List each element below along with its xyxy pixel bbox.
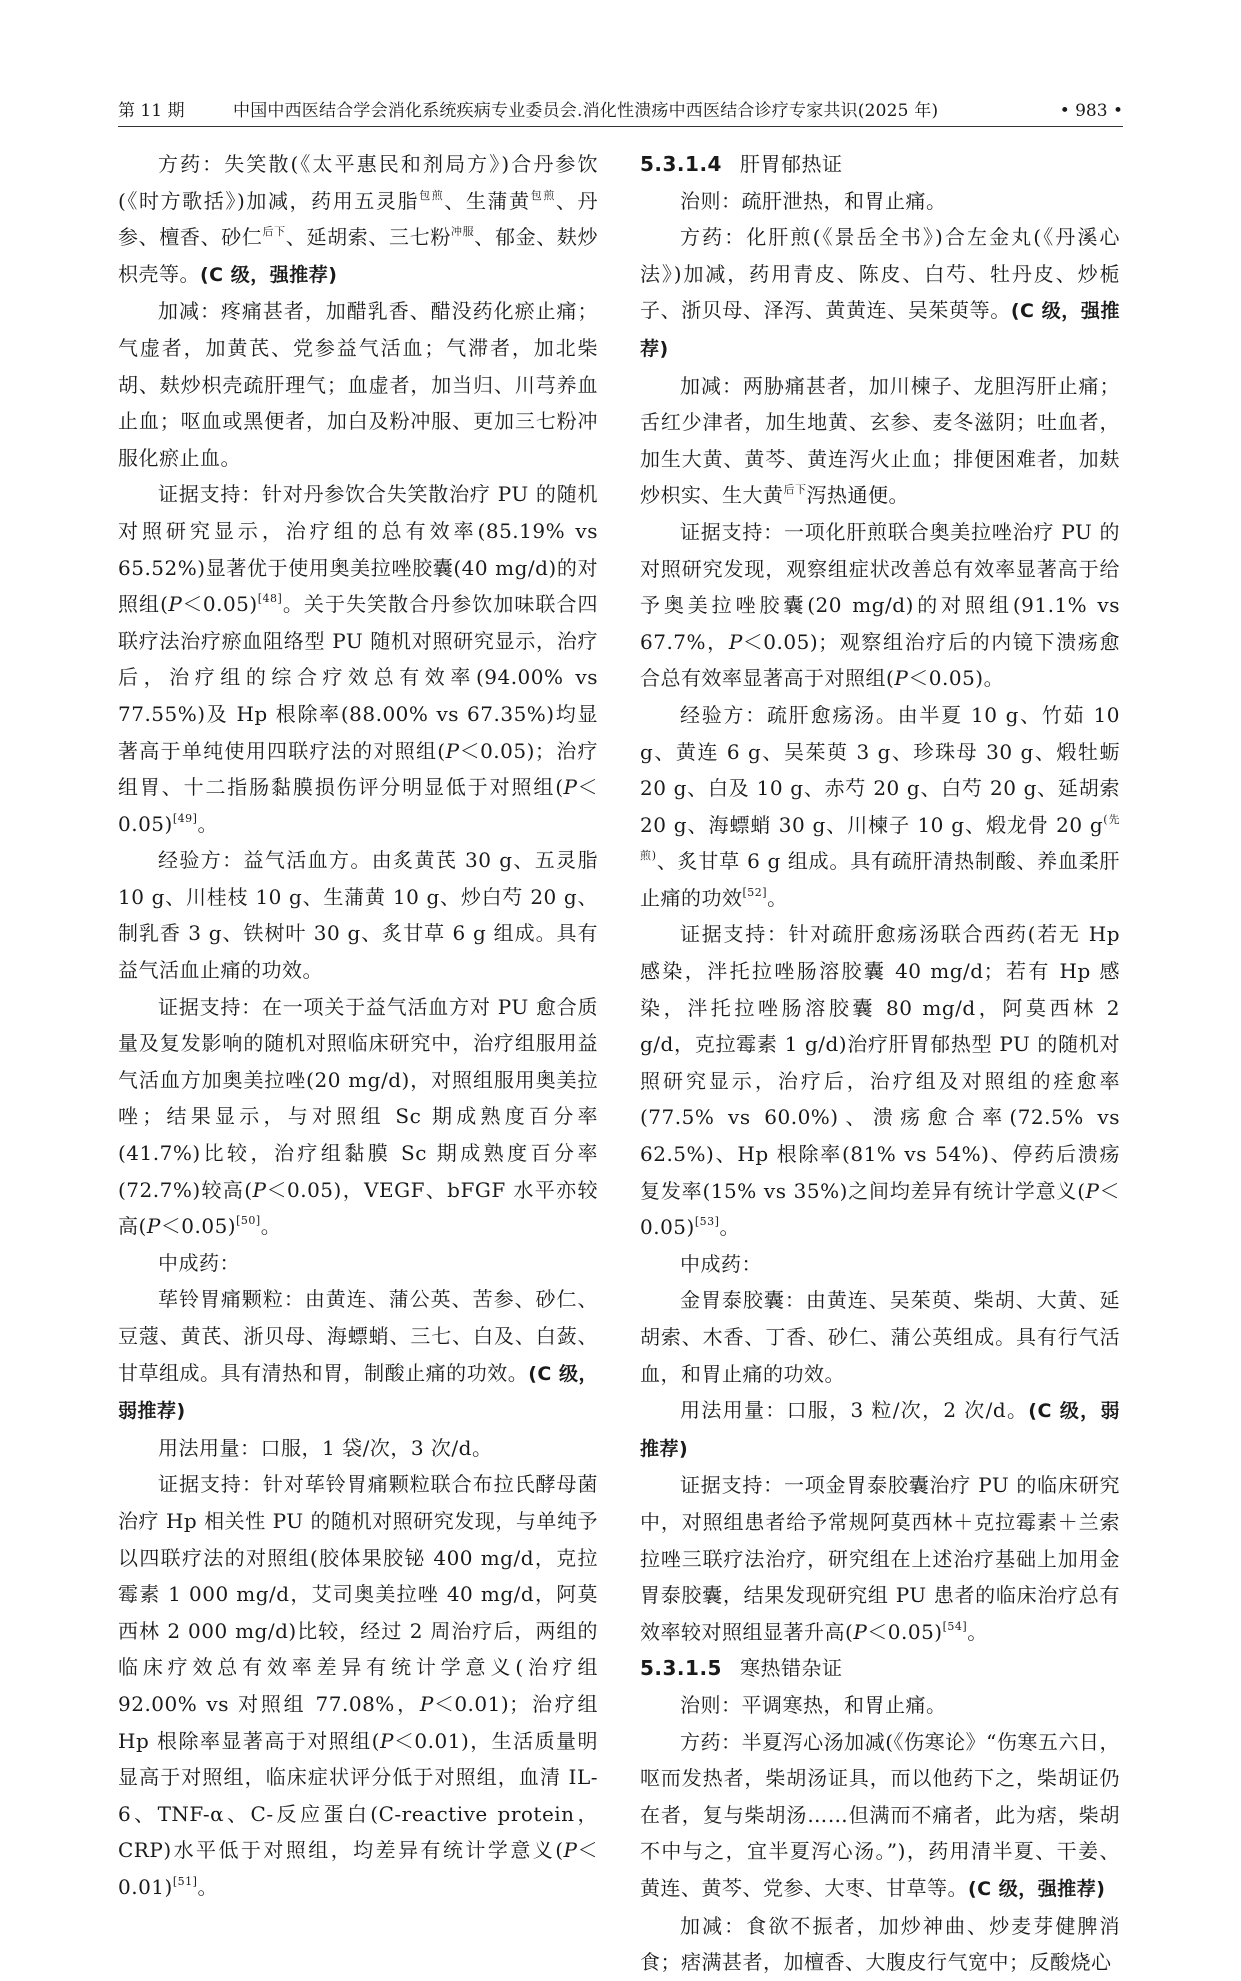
text: 。 [197, 1874, 218, 1899]
citation: [50] [236, 1214, 261, 1228]
recommendation-grade: (C 级，强推荐) [200, 263, 338, 286]
citation: [48] [257, 592, 283, 606]
text: 用法用量：口服，3 粒/次，2 次/d。 [680, 1398, 1029, 1423]
paragraph-evidence [640, 1467, 1120, 1650]
text: 方药：半夏泻心汤加减(《伤寒论》“伤寒五六日，呕而发热者，柴胡汤证具，而以他药下之，柴胡证仍在者，复与柴胡汤……但满而不痛者，此为痞，柴胡不中与之，宜半夏泻心汤。”)，药用清半夏、干姜、黄连、黄芩、党参、大枣、甘草等。 [640, 1729, 1120, 1900]
recommendation-grade: (C 级，弱推荐) [118, 1362, 598, 1423]
section-number: 5.3.1.4 [640, 152, 722, 176]
paragraph-evidence [118, 1466, 598, 1905]
page-number: • 983 • [1059, 101, 1123, 121]
p-symbol: P [728, 629, 743, 654]
text: ＜0.05) [182, 592, 258, 617]
text: 证据支持：一项金胃泰胶囊治疗 PU 的临床研究中，对照组患者给予常规阿莫西林＋克拉霉素＋兰索拉唑三联疗法治疗，研究组在上述治疗基础上加用金胃泰胶囊，结果发现研究组 PU 患者的临床治疗总有效率较对照组显著升高( [640, 1473, 1120, 1644]
recommendation-grade: (C 级，弱推荐) [640, 1400, 1120, 1460]
text: ＜0.05) [160, 1214, 237, 1239]
p-symbol: P [1085, 1178, 1100, 1203]
text: ＜0.01)，生活质量明显高于对照组，临床症状评分低于对照组，血清 IL-6、TNF-α、C-反应蛋白(C-reactive protein，CRP)水平低于对照组，均差异有统计学意义( [118, 1728, 599, 1863]
citation: [53] [694, 1215, 720, 1229]
text: 泻热通便。 [806, 483, 909, 508]
paragraph-modification [640, 368, 1120, 514]
citation: [51] [172, 1874, 198, 1888]
text: 荜铃胃痛颗粒：由黄连、蒲公英、苦参、砂仁、豆蔻、黄芪、浙贝母、海螵蛸、三七、白及、白蔹、甘草组成。具有清热和胃，制酸止痛的功效。 [118, 1287, 598, 1385]
paragraph-dosage: 用法用量：口服，1 袋/次，3 次/d。 [158, 1435, 493, 1460]
section-title: 肝胃郁热证 [739, 152, 843, 176]
paragraph-dosage [640, 1392, 1120, 1467]
paragraph-modification: 加减：疼痛甚者，加醋乳香、醋没药化瘀止痛；气虚者，加黄芪、党参益气活血；气滞者，加北柴胡、麸炒枳壳疏肝理气；血虚者，加当归、川芎养血止血；呕血或黑便者，加白及粉冲服、更加三七粉冲服化瘀止血。 [118, 299, 598, 470]
text: 、郁金、麸炒枳壳等。 [118, 225, 599, 286]
citation: [49] [172, 811, 198, 825]
text: 。 [719, 1215, 740, 1240]
paragraph-prescription-shixiaosan [118, 146, 598, 293]
text: ＜0.05)；治疗组胃、十二指肠黏膜损伤评分明显低于对照组( [118, 738, 598, 800]
text: 经验方：疏肝愈疡汤。由半夏 10 g、竹茹 10 g、黄连 6 g、吴茱萸 3 g、珍珠母 30 g、煅牡蛎 20 g、白及 10 g、赤芍 20 g、白芍 20 g、延胡索 20 g、海螵蛸 30 g、川楝子 10 g、煅龙骨 20 g [640, 702, 1120, 837]
section-number: 5.3.1.5 [640, 1656, 722, 1681]
text: 。 [767, 885, 788, 910]
paragraph-patent-medicine-label: 中成药： [158, 1250, 240, 1275]
paragraph-treatment-principle: 治则：平调寒热，和胃止痛。 [680, 1692, 947, 1717]
text: ＜0.01) [118, 1838, 598, 1899]
text: 、丹参、檀香、砂仁 [118, 188, 599, 250]
text: 。 [967, 1619, 988, 1644]
text: 证据支持：针对疏肝愈疡汤联合西药(若无 Hp 感染，泮托拉唑肠溶胶囊 40 mg/d；若有 Hp 感染，泮托拉唑肠溶胶囊 80 mg/d，阿莫西林 2 g/d，克拉霉素 1 g/d)治疗肝胃郁热型 PU 的随机对照研究显示，治疗后，治疗组及对照组的痊愈率(77.5% vs 60.0%)、溃疡愈合率(72.5% vs 62.5%)、Hp 根除率(81% vs 54%)、停药后溃疡复发率(15% vs 35%)之间均差异有统计学意义( [640, 922, 1120, 1203]
paragraph-evidence [640, 514, 1120, 697]
p-symbol: P [563, 1838, 578, 1863]
p-symbol: P [146, 1214, 161, 1239]
annotation: 冲服 [451, 225, 475, 239]
text: 。 [260, 1214, 282, 1239]
annotation: 包煎 [530, 188, 556, 202]
text: 。关于失笑散合丹参饮加味联合四联疗法治疗瘀血阻络型 PU 随机对照研究显示，治疗后，治疗组的综合疗效总有效率(94.00% vs 77.55%)及 Hp 根除率(88.00% vs 67.35%)均显著高于单纯使用四联疗法的对照组( [118, 592, 599, 763]
paragraph-evidence [118, 476, 598, 842]
text: 加减：两胁痛甚者，加川楝子、龙胆泻肝止痛；舌红少津者，加生地黄、玄参、麦冬滋阴；吐血者，加生大黄、黄芩、黄连泻火止血；排便困难者，加麸炒枳实、生大黄 [640, 373, 1120, 508]
text: ＜0.05)。 [908, 666, 1005, 691]
paragraph-patent-medicine-label: 中成药： [680, 1251, 762, 1276]
text: 方药：化肝煎(《景岳全书》)合左金丸(《丹溪心法》)加减，药用青皮、陈皮、白芍、牡丹皮、炒栀子、浙贝母、泽泻、黄黄连、吴茱萸等。 [640, 225, 1120, 323]
paragraph-evidence [640, 916, 1120, 1245]
text: ＜0.01)；治疗组 Hp 根除率显著高于对照组( [118, 1691, 598, 1753]
text: ＜0.05) [118, 775, 598, 836]
paragraph-empirical-formula: 经验方：益气活血方。由炙黄芪 30 g、五灵脂 10 g、川桂枝 10 g、生蒲黄 10 g、炒白芍 20 g、制乳香 3 g、铁树叶 30 g、炙甘草 6 g 组成。具有益气活血止痛的功效。 [118, 848, 598, 983]
p-symbol: P [379, 1728, 394, 1753]
right-column [640, 146, 1120, 1981]
text: 、炙甘草 6 g 组成。具有疏肝清热制酸、养血柔肝止痛的功效 [640, 849, 1120, 910]
text: 证据支持：针对荜铃胃痛颗粒联合布拉氏酵母菌治疗 Hp 相关性 PU 的随机对照研究发现，与单纯予以四联疗法的对照组(胶体果胶铋 400 mg/d，克拉霉素 1 000 mg/d，艾司奥美拉唑 40 mg/d，阿莫西林 2 000 mg/d)比较，经过 2 周治疗后，两组的临床疗效总有效率差异有统计学意义(治疗组 92.00% vs 对照组 77.08%， [118, 1472, 598, 1716]
citation: [52] [742, 885, 768, 899]
running-header [118, 96, 1123, 127]
text: 证据支持：在一项关于益气活血方对 PU 愈合质量及复发影响的随机对照临床研究中，治疗组服用益气活血方加奥美拉唑(20 mg/d)，对照组服用奥美拉唑；结果显示，与对照组 Sc 期成熟度百分率(41.7%)比较，治疗组黏膜 Sc 期成熟度百分率(72.7%)较高( [118, 994, 598, 1202]
p-symbol: P [419, 1691, 434, 1716]
text: 证据支持：针对丹参饮合失笑散治疗 PU 的随机对照研究显示，治疗组的总有效率(85.19% vs 65.52%)显著优于使用奥美拉唑胶囊(40 mg/d)的对照组( [118, 482, 598, 617]
recommendation-grade: (C 级，强推荐) [968, 1877, 1106, 1900]
paragraph-prescription-huaganjian [640, 219, 1120, 367]
issue-number: 第 11 期 [118, 101, 185, 121]
left-column [118, 146, 598, 1906]
text: 、生蒲黄 [444, 188, 531, 213]
text: ＜0.05)，VEGF、bFGF 水平亦较高( [118, 1177, 598, 1239]
annotation: 后下 [262, 225, 286, 239]
paragraph-evidence [118, 989, 598, 1245]
text: ＜0.05)；观察组治疗后的内镜下溃疡愈合总有效率显著高于对照组( [640, 629, 1120, 691]
p-symbol: P [168, 592, 183, 617]
p-symbol: P [563, 775, 578, 800]
text: 。 [197, 811, 218, 836]
section-heading-cold-heat-mixed [640, 1650, 1120, 1687]
p-symbol: P [894, 666, 909, 691]
paragraph-empirical-formula [640, 697, 1120, 917]
annotation: 包煎 [419, 188, 445, 202]
paragraph-prescription-banxia [640, 1724, 1120, 1908]
text: ＜0.05) [867, 1619, 943, 1644]
paragraph-modification: 加减：食欲不振者，加炒神曲、炒麦芽健脾消食；痞满甚者，加檀香、大腹皮行气宽中；反酸烧心 [640, 1913, 1120, 1975]
p-symbol: P [252, 1177, 267, 1202]
text: 、延胡索、三七粉 [285, 225, 451, 250]
citation: [54] [942, 1619, 968, 1633]
journal-running-title: 中国中西医结合学会消化系统疾病专业委员会.消化性溃疡中西医结合诊疗专家共识(2025 年) [233, 101, 939, 121]
annotation: (先煎) [640, 812, 1120, 863]
section-heading-liver-stomach-heat [640, 146, 1120, 183]
text: 方药：失笑散(《太平惠民和剂局方》)合丹参饮(《时方歌括》)加减，药用五灵脂 [118, 152, 598, 213]
paragraph-jinweitai-capsule: 金胃泰胶囊：由黄连、吴茱萸、柴胡、大黄、延胡索、木香、丁香、砂仁、蒲公英组成。具有行气活血，和胃止痛的功效。 [640, 1288, 1120, 1386]
paragraph-biling-granules [118, 1281, 598, 1429]
annotation: 后下 [783, 483, 807, 497]
text: ＜0.05) [640, 1178, 1120, 1240]
text: 证据支持：一项化肝煎联合奥美拉唑治疗 PU 的对照研究发现，观察组症状改善总有效率显著高于给予奥美拉唑胶囊(20 mg/d)的对照组(91.1% vs 67.7%， [640, 519, 1120, 654]
paragraph-treatment-principle: 治则：疏肝泄热，和胃止痛。 [680, 188, 947, 213]
p-symbol: P [853, 1619, 868, 1644]
p-symbol: P [445, 738, 460, 763]
recommendation-grade: (C 级，强推荐) [640, 300, 1120, 360]
section-title: 寒热错杂证 [739, 1656, 843, 1681]
